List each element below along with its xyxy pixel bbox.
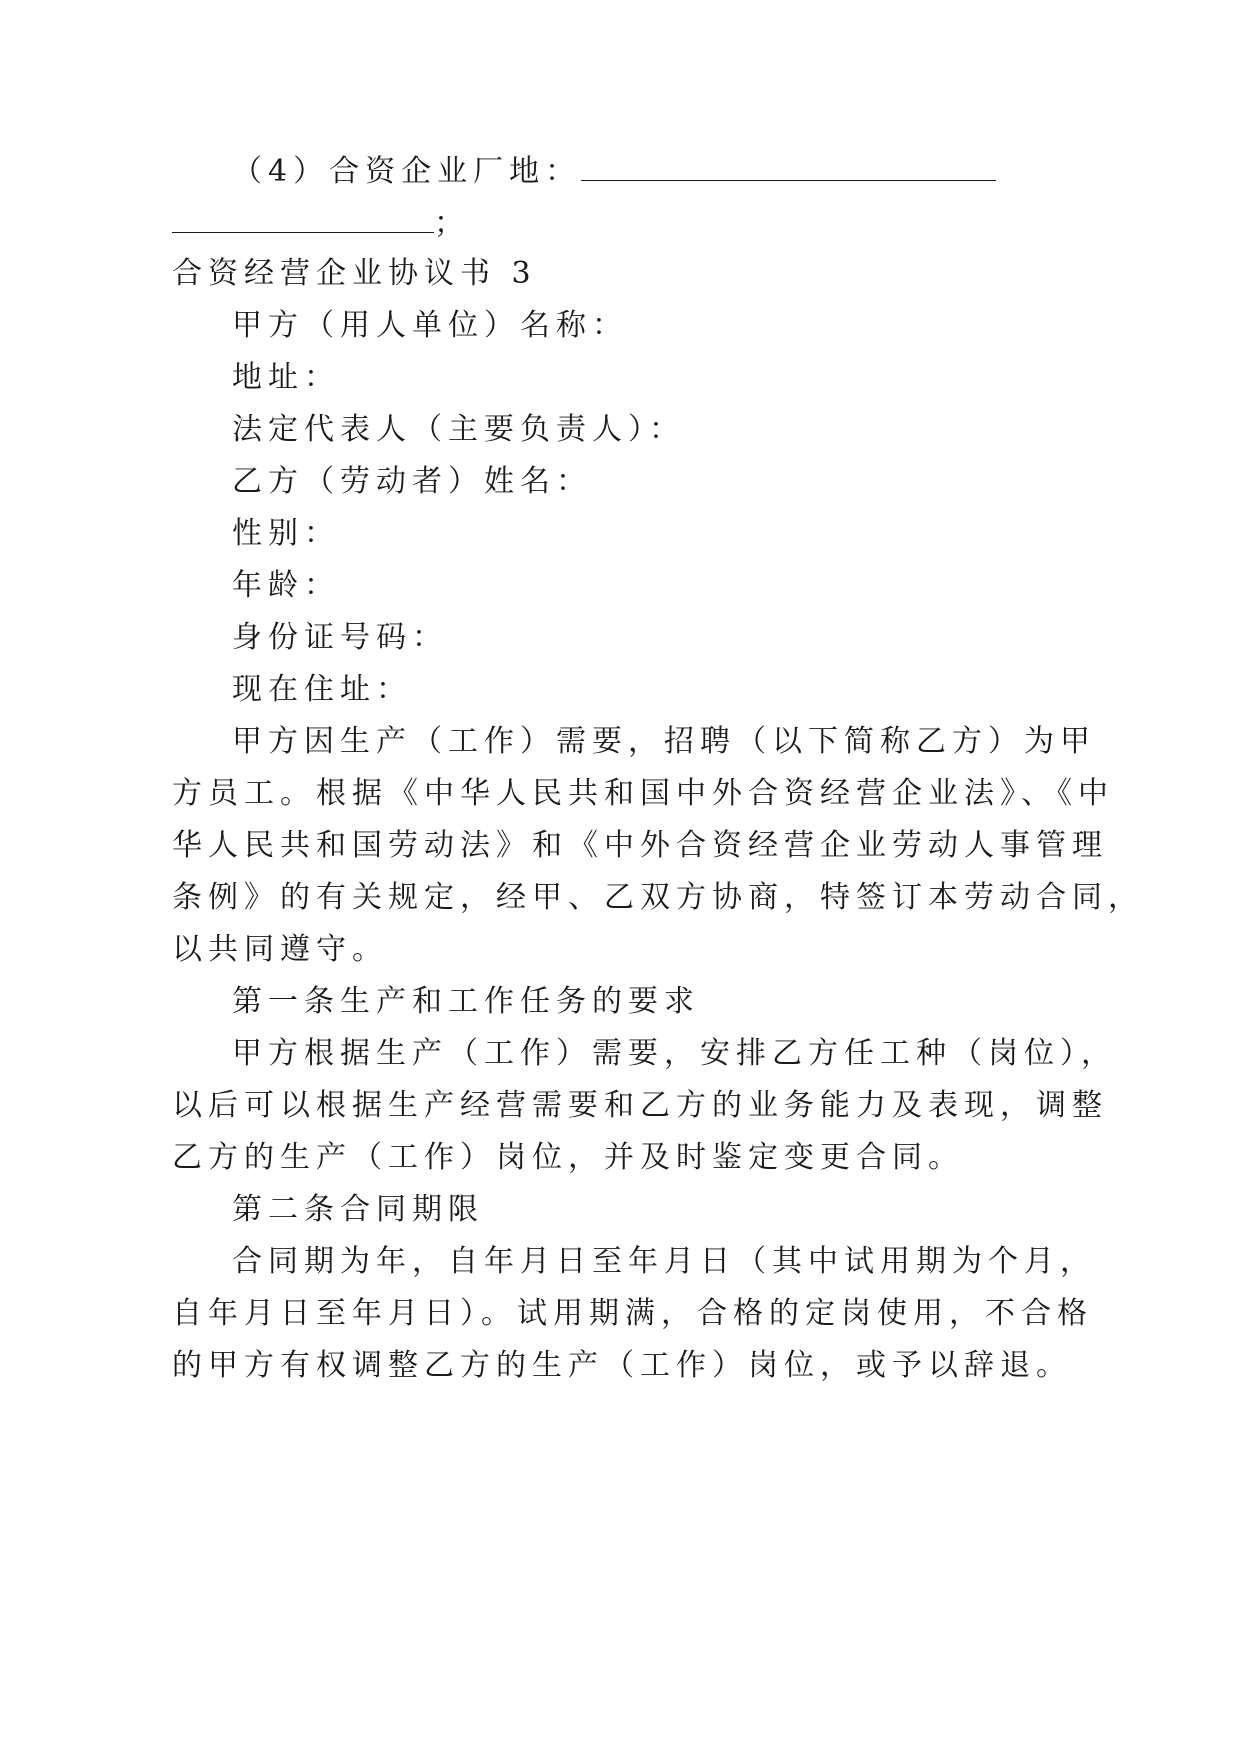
item4-label: （4）合资企业厂地： — [232, 154, 582, 189]
field-legal-representative: 法定代表人（主要负责人）： — [232, 412, 685, 447]
paragraph-line: 甲方因生产（工作）需要，招聘（以下简称乙方）为甲 — [232, 724, 1096, 759]
paragraph-line: 的甲方有权调整乙方的生产（工作）岗位，或予以辞退。 — [172, 1348, 1072, 1383]
paragraph-line: 以后可以根据生产经营需要和乙方的业务能力及表现，调整 — [172, 1088, 1108, 1123]
field-gender: 性别： — [232, 516, 340, 551]
paragraph-line: 合同期为年，自年月日至年月日（其中试用期为个月， — [232, 1244, 1096, 1279]
field-current-address: 现在住址： — [232, 672, 412, 707]
paragraph-line: 方员工。根据《中华人民共和国中外合资经营企业法》、《中 — [172, 776, 1114, 811]
fill-in-blank — [581, 150, 996, 181]
paragraph-line: 自年月日至年月日）。试用期满，合格的定岗使用，不合格 — [172, 1296, 1093, 1331]
field-age: 年龄： — [232, 568, 340, 603]
item4-continuation — [172, 202, 470, 244]
item4-line — [232, 150, 996, 192]
field-employee-name: 乙方（劳动者）姓名： — [232, 464, 592, 499]
paragraph-line: 乙方的生产（工作）岗位，并及时鉴定变更合同。 — [172, 1140, 964, 1175]
field-employer-name: 甲方（用人单位）名称： — [232, 308, 628, 343]
field-address: 地址： — [232, 360, 340, 395]
article2-title: 第二条合同期限 — [232, 1192, 484, 1227]
section-title: 合资经营企业协议书 3 — [172, 256, 537, 291]
field-id-number: 身份证号码： — [232, 620, 448, 655]
item4-end: ； — [434, 206, 470, 241]
paragraph-line: 以共同遵守。 — [172, 932, 388, 967]
paragraph-line: 华人民共和国劳动法》和《中外合资经营企业劳动人事管理 — [172, 828, 1108, 863]
fill-in-blank — [172, 202, 434, 233]
paragraph-line: 条例》的有关规定，经甲、乙双方协商，特签订本劳动合同， — [172, 880, 1144, 915]
paragraph-line: 甲方根据生产（工作）需要，安排乙方任工种（岗位）， — [232, 1036, 1117, 1071]
article1-title: 第一条生产和工作任务的要求 — [232, 984, 700, 1019]
